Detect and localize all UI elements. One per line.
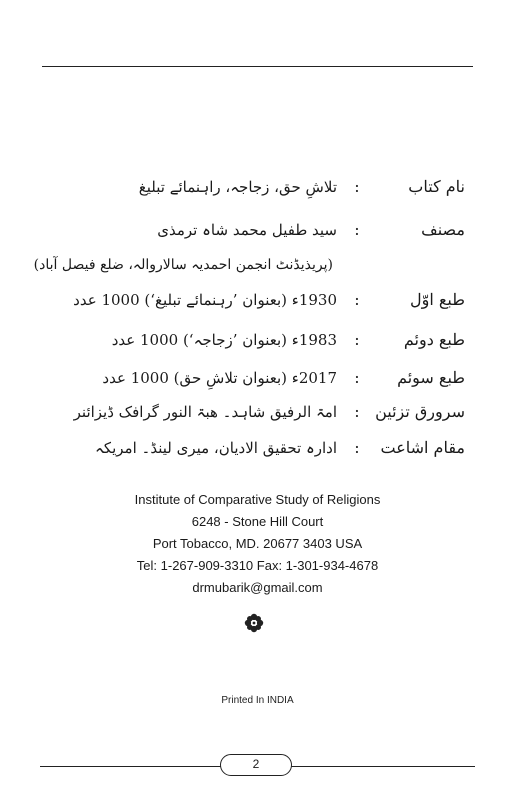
address-email: drmubarik@gmail.com: [192, 580, 323, 595]
address-org: Institute of Comparative Study of Religions: [134, 492, 381, 507]
address-city: Port Tobacco, MD. 20677 3403 USA: [152, 536, 363, 551]
author-note: (پریذیڈنٹ انجمن احمدیہ سالاروالہ، ضلع فیصل آباد): [33, 257, 333, 273]
footer-rule-right: [290, 766, 475, 767]
publisher-address: [0, 489, 515, 599]
address-phone: Tel: 1-267-909-3310 Fax: 1-301-934-4678: [136, 558, 379, 573]
info-label: طبع اوّل: [410, 290, 465, 309]
page-number: 2: [220, 754, 292, 776]
info-value: 1930ء (بعنوان ’رہنمائے تبلیغ‘) 1000 عدد: [73, 291, 337, 309]
footer-rule-left: [40, 766, 223, 767]
info-colon: :: [354, 220, 360, 239]
info-value: 1983ء (بعنوان ’زجاجہ‘) 1000 عدد: [111, 331, 337, 349]
info-value: ادارہ تحقیق الادیان، میری لینڈ۔ امریکہ: [95, 439, 337, 457]
info-row-author: [0, 216, 515, 244]
info-colon: :: [354, 438, 360, 457]
info-row-title: [0, 173, 515, 201]
info-value: تلاشِ حق، زجاجہ، راہنمائے تبلیغ: [138, 178, 337, 196]
flower-ornament-icon: [243, 612, 265, 634]
info-colon: :: [354, 177, 360, 196]
info-row-cover-design: [0, 398, 515, 426]
info-colon: :: [354, 402, 360, 421]
printed-in-note: Printed In INDIA: [221, 695, 294, 706]
info-colon: :: [354, 330, 360, 349]
info-colon: :: [354, 368, 360, 387]
info-label: مقام اشاعت: [380, 438, 465, 457]
info-label: طبع سوئم: [397, 368, 465, 387]
info-label: مصنف: [421, 220, 465, 239]
info-label: طبع دوئم: [403, 330, 465, 349]
info-colon: :: [354, 290, 360, 309]
info-label: سرورق تزئین: [375, 402, 465, 421]
info-value: 2017ء (بعنوان تلاشِ حق) 1000 عدد: [102, 369, 337, 387]
info-label: نام کتاب: [408, 177, 465, 196]
info-row-second-edition: [0, 326, 515, 354]
info-row-third-edition: [0, 364, 515, 392]
address-street: 6248 - Stone Hill Court: [191, 514, 324, 529]
info-value: امۃ الرفیق شاہد۔ ھبۃ النور گرافک ڈیزائنر: [73, 403, 337, 421]
info-value: سید طفیل محمد شاہ ترمذی: [157, 221, 337, 239]
info-row-publication-place: [0, 434, 515, 462]
info-row-first-edition: [0, 286, 515, 314]
